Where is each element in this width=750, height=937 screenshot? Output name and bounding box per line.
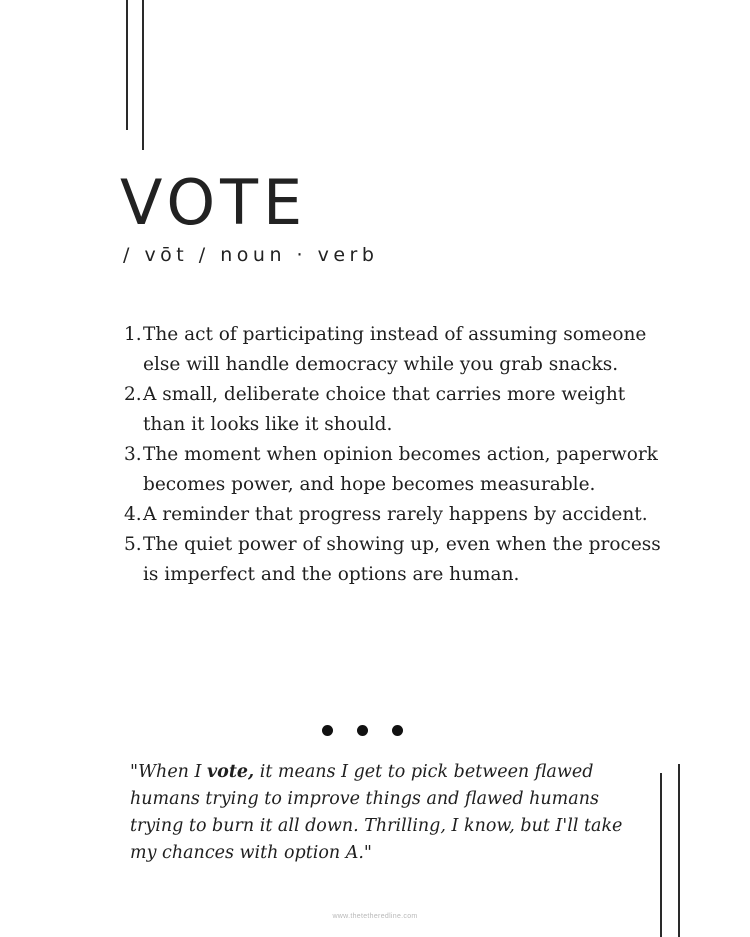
quote-text-start: When I (138, 762, 207, 782)
definition-number: 3. (124, 444, 142, 465)
definition-item (124, 380, 664, 440)
definition-item (124, 440, 664, 500)
quote-open-mark: " (130, 762, 139, 782)
definition-text: A small, deliberate choice that carries more weight than it looks like it should. (143, 384, 626, 435)
decorative-line-bottom-right-2 (678, 764, 680, 937)
decorative-line-top-left-1 (126, 0, 128, 130)
definition-text: The quiet power of showing up, even when the process is imperfect and the options are human. (143, 534, 661, 585)
definition-number: 1. (124, 324, 142, 345)
definition-number: 4. (124, 504, 142, 525)
definition-text: A reminder that progress rarely happens by accident. (143, 504, 648, 525)
definition-item (124, 320, 664, 380)
decorative-line-top-left-2 (142, 0, 144, 150)
definition-list (124, 320, 664, 590)
definition-item (124, 530, 664, 590)
divider-dot (322, 725, 333, 736)
definition-text: The moment when opinion becomes action, paperwork becomes power, and hope becomes measurable. (143, 444, 658, 495)
quote-text-end: it means I get to pick between flawed humans trying to improve things and flawed humans trying to burn it all down. Thrilling, I know, but I'll take my chances with option A. (130, 762, 623, 863)
quote-close-mark: " (363, 843, 372, 863)
ellipsis-divider (322, 725, 403, 736)
pronunciation: / vōt / noun · verb (123, 244, 379, 266)
divider-dot (392, 725, 403, 736)
definition-text: The act of participating instead of assuming someone else will handle democracy while you grab snacks. (143, 324, 647, 375)
divider-dot (357, 725, 368, 736)
quote (130, 759, 650, 867)
quote-emphasis: vote, (207, 762, 255, 782)
headword: VOTE (120, 166, 308, 239)
definition-number: 2. (124, 384, 142, 405)
definition-item (124, 500, 664, 530)
footer-url: www.thetetheredline.com (332, 913, 418, 920)
definition-number: 5. (124, 534, 142, 555)
